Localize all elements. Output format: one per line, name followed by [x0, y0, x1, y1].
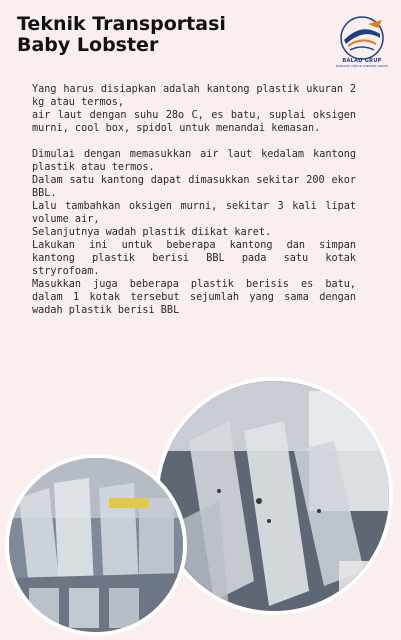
paragraph-2: air laut dengan suhu 28o C, es batu, suplai oksigen murni, cool box, spidol untuk menandai kemasan. [32, 110, 356, 134]
paragraph-7: Lakukan ini untuk beberapa kantong dan simpan kantong plastik berisi BBL pada satu kotak stryrofoam. [32, 240, 356, 277]
page-title [17, 14, 226, 56]
title-line-2: Baby Lobster [17, 34, 159, 56]
company-logo-icon [334, 14, 390, 62]
logo-name: BALAD GRUP [342, 58, 382, 64]
plastic-bags-photo [5, 454, 187, 636]
paragraph-1: Yang harus disiapkan adalah kantong plastik ukuran 2 kg atau termos, [32, 84, 356, 108]
paragraph-6: Selanjutnya wadah plastik diikat karet. [32, 227, 272, 238]
instructions-text [32, 83, 356, 317]
paragraph-3: Dimulai dengan memasukkan air laut kedalam kantong plastik atau termos. [32, 149, 356, 173]
bottles-photo [155, 377, 393, 615]
paragraph-4: Dalam satu kantong dapat dimasukkan sekitar 200 ekor BBL. [32, 175, 356, 199]
paragraph-5: Lalu tambahkan oksigen murni, sekitar 3 kali lipat volume air, [32, 201, 356, 225]
logo-tagline: BARAKAH UNTUK LOBSTER GROUP [335, 64, 389, 68]
title-line-1: Teknik Transportasi [17, 13, 226, 35]
paragraph-8: Masukkan juga beberapa plastik berisis es batu, dalam 1 kotak tersebut sejumlah yang sama dengan wadah plastik berisi BBL [32, 279, 356, 316]
